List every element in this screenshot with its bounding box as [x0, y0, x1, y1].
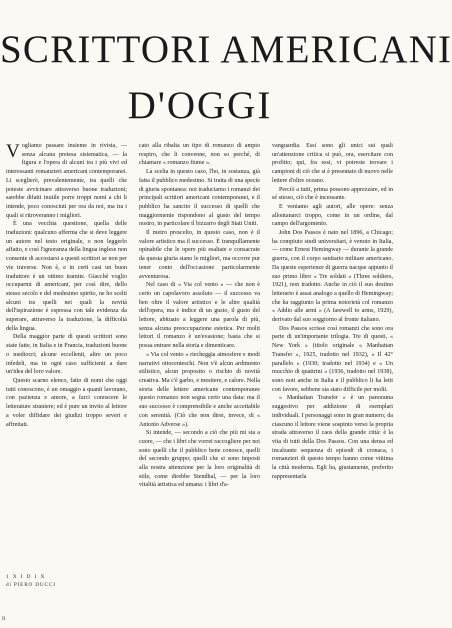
paragraph: Questo scarno elenco, fatto di nomi che oggi tutti conoscono, è un omaggio a quanti lavorano, con pazienza e amore, a farci conoscere le letterature straniere; ed è pure un invito al lettore a voler diffidare dei giudizi troppo severi e affrettati.	[6, 377, 127, 428]
paragraph: « Via col vento » riecheggia atmosfere e modi narrativi ottocenteschi. Non v'è alcun ardimento stilistico, alcun proposito o rischio di novità creativa. Ma c'è garbo, e mestiere, e calore. Nella storia delle lettere americane contemporanee questo romanzo non segna certo una data: ma il suo successo è comprensibile e anche accettabile con serenità. (Ciò che non direi, invece, di « Antonio Adverse »).	[139, 351, 260, 428]
paragraph: cato alla ribalta un tipo di romanzo di ampio respiro, che li convenne, non so perché, di chiamare « romanzo fiume ».	[139, 143, 260, 167]
paragraph: Dos Passos scrisse così romanzi che sono ora parte di un'importante trilogia. Tre di questi, « New York » (titolo originale « Manhattan Transfer », 1925, tradotto nel 1932), « Il 42° parallelo » (1930; tradotto nel 1934) e « Un mucchio di quattrini » (1936, tradotto nel 1938), sono noti anche in Italia e il pubblico li ha letti con favore, sebbene sia stato difficile per molti.	[272, 325, 393, 393]
paragraph: Perciò a tutti, prima possono apprezzare, ed in sé stesso, ciò che è incessante.	[272, 186, 393, 202]
paragraph	[6, 142, 127, 220]
column-1	[6, 142, 127, 620]
author-byline: di PIERO DUCCI	[6, 581, 56, 588]
article-subtitle: D'OGGI	[127, 84, 273, 127]
paragraph: È una vecchia questione, quella delle traduzioni: qualcuno afferma che si deve leggere un autore nel testo originale, o non leggerlo affatto, e così l'ignoranza della lingua inglese non consente di accostarsi a questi scrittori se non per vie traverse. Non è, e in certi casi un buon traduttore è un ottimo tramite. Giacché voglio occuparmi di americani, per così dire, dello stesso secolo e del medesimo spirito, ne ho scelti alcuni tra quelli nei quali la novità dell'ispirazione è espressa con tale evidenza da superare, attraverso la traduzione, la difficoltà della lingua.	[6, 221, 127, 332]
paragraph: « Manhattan Transfer » è un panorama suggestivo per addizione di esemplari individuali. I personaggi sono in gran numero; da ciascuno il lettore viene sospinto verso la propria strada attraverso il caos della grande città: è la vita di tutti della Dos Passos. Con una densa ed incalzante sequenza di episodi di cronaca, i romanzieri di questo tempo hanno come vittima la città moderna. Egli ha, giustamente, preferito rappresentarla	[272, 395, 393, 480]
paragraph: E veniamo agli autori, alle opere: senza allontanarci troppo, come in un ordine, dal campo dell'argomento.	[272, 203, 393, 228]
column-2	[139, 142, 260, 620]
paragraph: Della maggior parte di questi scrittori sono state fatte, in Italia e in Francia, traduzioni buone o mediocri; alcune eccellenti, altre un poco infedeli, ma in ogni caso sufficienti a dare un'idea del loro valore.	[6, 334, 127, 376]
paragraph: John Dos Passos è nato nel 1896, a Chicago; ha compiuto studi universitari, è venuto in Italia, — come Ernest Hemingway — durante la grande guerra, con il corpo sanitario militare americano. Da queste esperienze di guerra nacque appunto il suo primo libro « Tre soldati » (Three soldiers, 1921), non tradotto. Anche in ciò il suo destino letterario è assai analogo a quello di Hemingway; che ha raggiunto la prima notorietà col romanzo « Addio alle armi » (A farewell to arms, 1929), derivato dal suo soggiorno al fronte italiano.	[272, 230, 393, 324]
page-number: n	[2, 614, 6, 622]
article-columns	[6, 142, 396, 620]
footer-caption: 1 X I D I X	[6, 574, 46, 580]
column-1-text	[6, 142, 127, 572]
paragraph: vanguardia. Essi sono gli unici sui quali un'attenzione critica si può, ora, esercitare con profitto; qui, fra essi, vi potreste trovare i campioni di ciò che si è presentato di nuovo nelle lettere d'oltre oceano.	[272, 143, 393, 184]
paragraph: Nel caso di « Via col vento » — che non è certo un capolavoro assoluto — il successo va ben oltre il valore artistico e le altre qualità dell'opera, ma è indice di un gusto, il gusto del lettore, abituato a leggere una parola di più, senza alcuna preoccupazione estetica. Per molti lettori il romanzo è un'evasione; basta che si possa entrare nella storia e dimenticare.	[139, 282, 260, 350]
article-title: SCRITTORI AMERICANI	[0, 28, 452, 71]
column-3	[272, 142, 393, 620]
paragraph: La scelta in questo caso, l'ho, in sostanza, già fatta il pubblico medesimo. Si tratta di una specie di giuria spontanea: noi traduciamo i romanzi dei principali scrittori americani contemporanei, e il pubblico ha sancito il successo di quelli che maggiormente rispondono al gusto del tempo nostro, in particolare il bizzarro degli Stati Uniti.	[139, 169, 260, 228]
article-footer	[6, 574, 127, 589]
paragraph-text: ogliamo passare insieme in rivista, — senza alcuna pretesa sistematica, — la figura e l'opera di alcuni tra i più vivi ed interessanti romanzieri americani contemporanei. Li sceglierò, prevalentemente, tra quelli che poteste avvicinare attraverso buone traduzioni; sarebbe difatti inutile porre troppi nomi a chi li intende, poco conosciuti per ora da noi, ma tra i quali si ritroveranno i migliori.	[6, 143, 127, 219]
paragraph: Il metro prescelto, in questo caso, non è il valore artistico ma il successo. È tranquillamente opinabile che le opere più esaltate e consacrate da questa giuria siano le migliori, ma occorre pur tener conto dell'occasione particolarmente avventurosa.	[139, 230, 260, 280]
paragraph: Si intende, — secondo a ciò che più mi sta a cuore, — che i libri che vorrei raccogliere per noi sono quelli che il pubblico bene conosce, quelli del secondo gruppo; quelli che si sono imposti alla nostra attenzione per la loro originalità di stile, come direbbe Stendhal, — per la loro vitalità artistica ed umana: i libri d'a-	[139, 430, 260, 489]
drop-cap: V	[6, 141, 20, 162]
